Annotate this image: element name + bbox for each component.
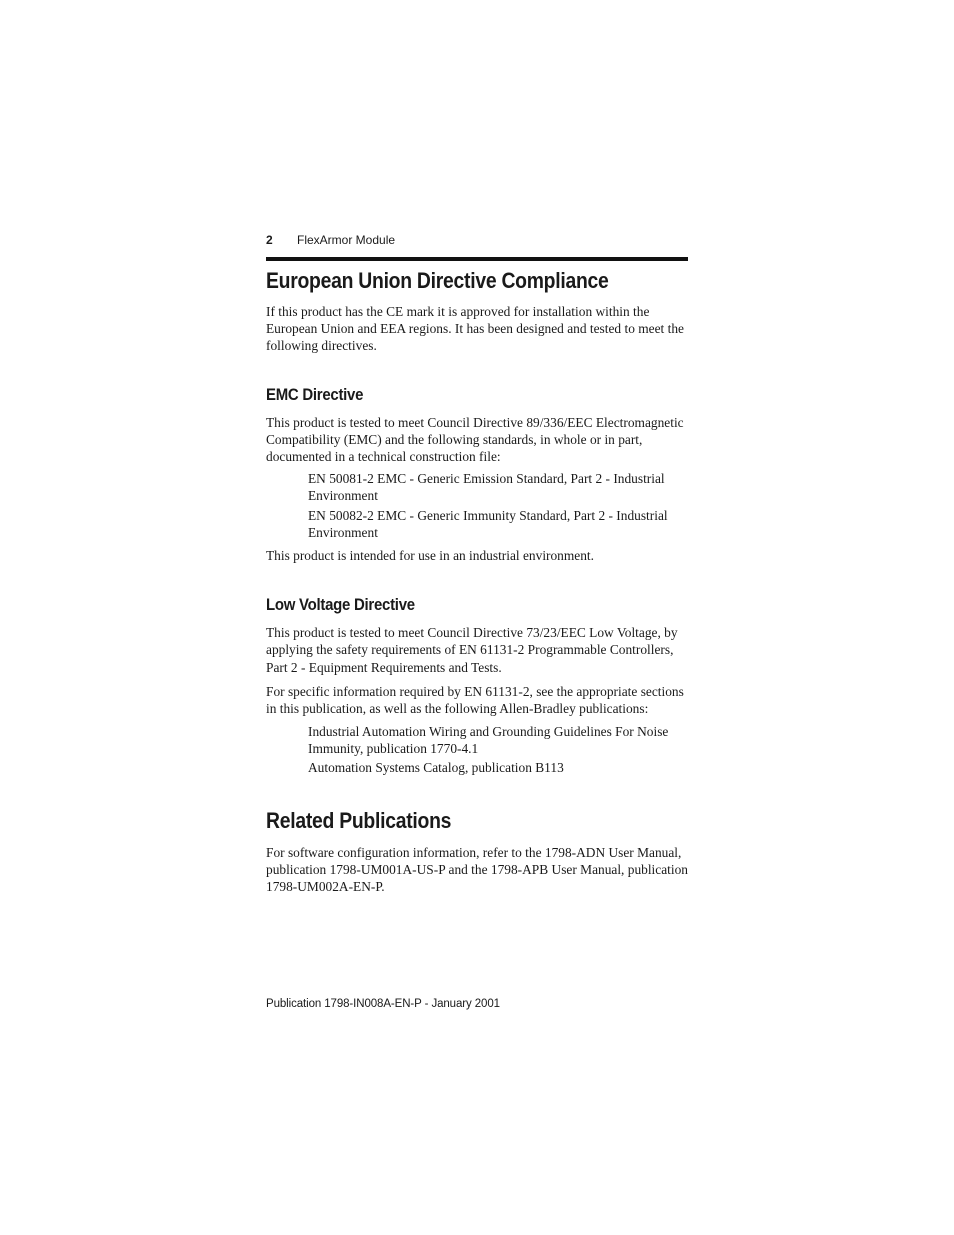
low-voltage-directive-heading: Low Voltage Directive — [266, 595, 415, 615]
emc-directive-section — [266, 384, 688, 565]
emc-standard-item: EN 50081-2 EMC - Generic Emission Standard, Part 2 - Industrial Environment — [308, 471, 665, 504]
eu-directive-section — [266, 267, 688, 355]
low-voltage-directive-info: For specific information required by EN 61131-2, see the appropriate sections in this publication, as well as the following Allen-Bradley publications: — [266, 683, 684, 717]
page-content — [266, 267, 688, 895]
emc-standard-item: EN 50082-2 EMC - Generic Immunity Standard, Part 2 - Industrial Environment — [308, 507, 668, 540]
emc-directive-closing: This product is intended for use in an industrial environment. — [266, 548, 595, 564]
related-publications-body: For software configuration information, refer to the 1798-ADN User Manual, publication 1798-UM001A-US-P and the 1798-APB User Manual, publication 1798-UM002A-EN-P. — [266, 844, 689, 895]
publication-item: Industrial Automation Wiring and Grounding Guidelines For Noise Immunity, publication 1770-4.1 — [308, 724, 669, 757]
related-publications-section — [266, 807, 688, 896]
low-voltage-directive-body: This product is tested to meet Council Directive 73/23/EEC Low Voltage, by applying the safety requirements of EN 61131-2 Programmable Controllers, Part 2 - Equipment Requirements and Tests. — [266, 625, 678, 675]
running-title: FlexArmor Module — [297, 233, 396, 247]
low-voltage-directive-section — [266, 594, 688, 776]
publication-footer: Publication 1798-IN008A-EN-P - January 2001 — [266, 998, 500, 1010]
header-rule — [266, 257, 688, 261]
related-publications-heading: Related Publications — [266, 807, 452, 833]
page-header — [266, 233, 688, 247]
eu-directive-heading: European Union Directive Compliance — [266, 268, 609, 293]
eu-directive-body: If this product has the CE mark it is approved for installation within the European Union and EEA regions. It has been designed and tested to meet the following directives. — [266, 304, 684, 354]
emc-directive-heading: EMC Directive — [266, 384, 364, 404]
page-number: 2 — [266, 233, 273, 247]
publication-item: Automation Systems Catalog, publication B113 — [308, 759, 564, 775]
emc-directive-intro: This product is tested to meet Council Directive 89/336/EEC Electromagnetic Compatibility (EMC) and the following standards, in whole or in part, documented in a technical construction file: — [266, 414, 684, 465]
